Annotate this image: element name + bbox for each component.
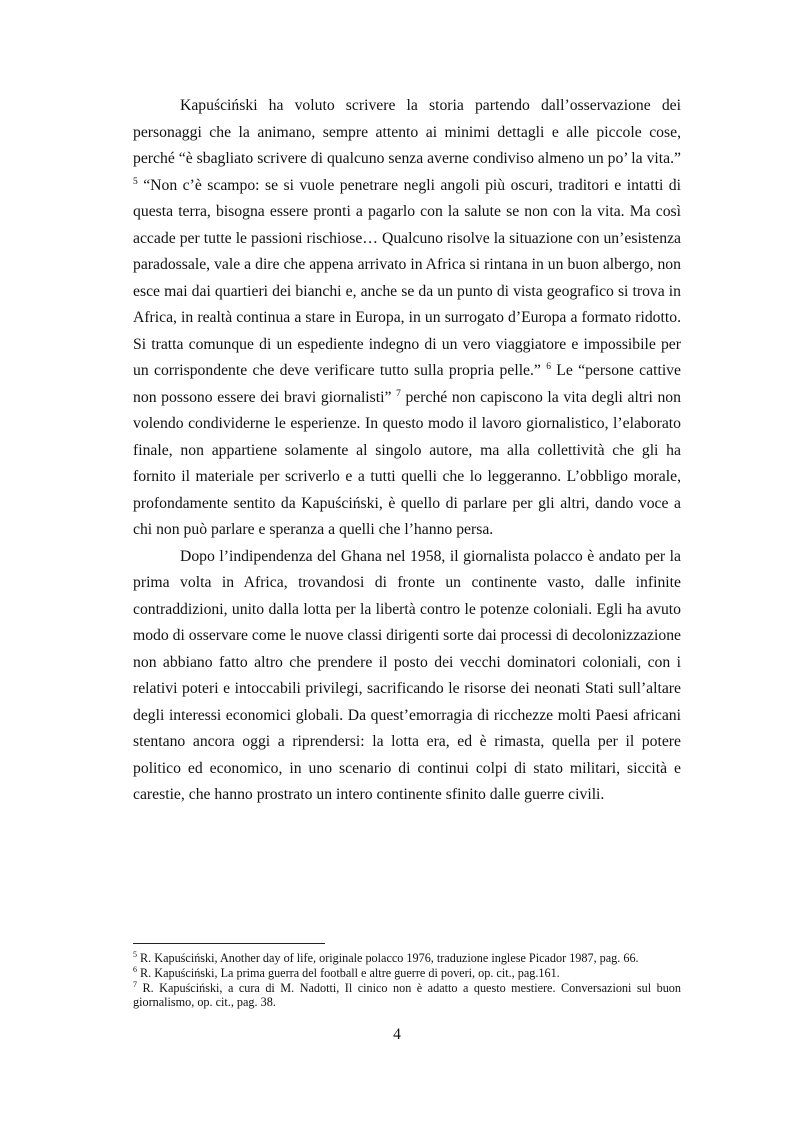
footnote-ref-7: 7	[396, 388, 401, 399]
text-segment: Kapuściński ha voluto scrivere la storia partendo dall’osservazione dei personaggi che la animano, sempre attento ai minimi dettagli e alle piccole cose, perché “è sbagliato scrivere di qualcuno senza averne condiviso almeno un po’ la vita.”	[133, 97, 681, 167]
paragraph-2	[133, 544, 681, 809]
footnote-number: 7	[133, 979, 137, 989]
footnotes	[133, 951, 681, 1010]
text-segment: perché non capiscono la vita degli altri non volendo condividerne le esperienze. In questo modo il lavoro giornalistico, l’elaborato finale, non appartiene solamente al singolo autore, ma alla collettività che gli ha fornito il materiale per scriverlo e a tutti quelli che lo leggeranno. L’obbligo morale, profondamente sentito da Kapuściński, è quello di parlare per gli altri, dando voce a chi non può parlare e speranza a quelli che l’hanno persa.	[133, 388, 681, 538]
footnote-text: R. Kapuściński, a cura di M. Nadotti, Il cinico non è adatto a questo mestiere. Conversazioni sul buon giornalismo, op. cit., pag. 38.	[133, 980, 681, 1010]
footnote-7	[133, 981, 681, 1011]
body-text	[133, 93, 681, 809]
footnote-number: 5	[133, 949, 137, 959]
footnote-6	[133, 966, 681, 981]
footnote-5	[133, 951, 681, 966]
paragraph-1	[133, 93, 681, 544]
footnote-number: 6	[133, 964, 137, 974]
footnote-separator	[133, 943, 325, 944]
text-segment: Dopo l’indipendenza del Ghana nel 1958, il giornalista polacco è andato per la prima volta in Africa, trovandosi di fronte un continente vasto, dalle infinite contraddizioni, unito dalla lotta per la libertà contro le potenze coloniali. Egli ha avuto modo di osservare come le nuove classi dirigenti sorte dai processi di decolonizzazione non abbiano fatto altro che prendere il posto dei vecchi dominatori coloniali, con i relativi poteri e intoccabili privilegi, sacrificando le risorse dei neonati Stati sull’altare degli interessi economici globali. Da quest’emorragia di ricchezze molti Paesi africani stentano ancora oggi a riprendersi: la lotta era, ed è rimasta, quella per il potere politico ed economico, in uno scenario di continui colpi di stato militari, siccità e carestie, che hanno prostrato un intero continente sfinito dalle guerre civili.	[133, 547, 682, 803]
text-segment: Le “persone cattive non possono essere dei bravi giornalisti”	[133, 362, 681, 406]
footnote-ref-6: 6	[546, 361, 551, 372]
footnote-text: R. Kapuściński, La prima guerra del football e altre guerre di poveri, op. cit., pag.161.	[137, 965, 560, 980]
footnote-text: R. Kapuściński, Another day of life, originale polacco 1976, traduzione inglese Picador 1987, pag. 66.	[137, 951, 639, 965]
page-number: 4	[393, 1026, 401, 1043]
footnote-ref-5: 5	[133, 176, 138, 187]
text-segment: “Non c’è scampo: se si vuole penetrare negli angoli più oscuri, traditori e intatti di questa terra, bisogna essere pronti a pagarlo con la salute se non con la vita. Ma così accade per tutte le passioni rischiose… Qualcuno risolve la situazione con un’esistenza paradossale, vale a dire che appena arrivato in Africa si rintana in un buon albergo, non esce mai dai quartieri dei bianchi e, anche se da un punto di vista geografico si trova in Africa, in realtà continua a stare in Europa, in un surrogato d’Europa a formato ridotto. Si tratta comunque di un espediente indegno di un vero viaggiatore e impossibile per un corrispondente che deve verificare tutto sulla propria pelle.”	[133, 176, 681, 379]
